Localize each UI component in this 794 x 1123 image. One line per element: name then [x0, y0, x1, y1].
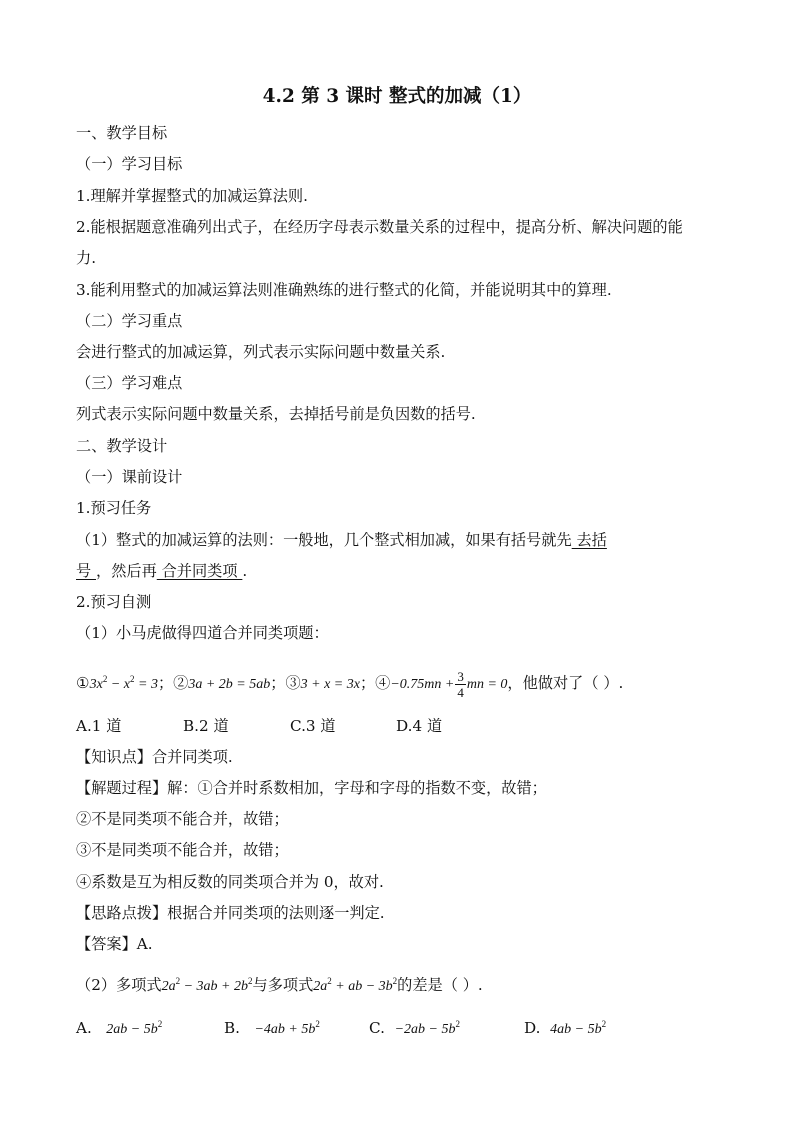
option-2a-expr: 2ab − 5b: [106, 1022, 158, 1037]
answer-blank-1-continued: 号: [76, 562, 97, 580]
option-2a-label: A.: [76, 1019, 92, 1037]
option-2a: [76, 1013, 162, 1041]
problem-1-stem: （1）小马虎做得四道合并同类项题：: [76, 624, 329, 642]
page-title: 4.2 第 3 课时 整式的加减（1）: [262, 86, 532, 107]
rule-question-end: .: [242, 562, 248, 580]
problem-1-expressions: [76, 668, 623, 700]
section-heading-goals: 一、教学目标: [76, 124, 168, 142]
key-point-text: 会进行整式的加减运算，列式表示实际问题中数量关系.: [76, 343, 446, 361]
option-a: A.1 道: [76, 717, 122, 735]
expr-2: 3a + 2b = 5ab: [188, 677, 271, 692]
option-2d-expr: 4ab − 5b: [550, 1022, 602, 1037]
poly-2-b-exp: 2: [392, 976, 398, 986]
preview-task-heading: 1.预习任务: [76, 499, 152, 517]
hint-line: [76, 902, 385, 924]
sep-2: ；③: [270, 674, 301, 692]
hint-label: 【思路点拨】: [76, 904, 168, 922]
subheading-key-points: （二）学习重点: [76, 312, 183, 330]
expr-1-exp2: 2: [130, 674, 135, 684]
problem-1-options: [76, 715, 716, 737]
expr-3: 3 + x = 3x: [300, 677, 360, 692]
subheading-difficulties: （三）学习难点: [76, 374, 183, 392]
subheading-learning-goals: （一）学习目标: [76, 155, 183, 173]
hint-text: 根据合并同类项的法则逐一判定.: [167, 904, 385, 922]
polynomial-2: [313, 976, 398, 994]
goal-1: 1.理解并掌握整式的加减运算法则.: [76, 187, 308, 205]
option-2c-label: C.: [369, 1019, 385, 1037]
sep-3: ；④: [359, 674, 391, 692]
fraction-three-quarters: [455, 669, 466, 700]
solution-text-1: 解：①合并时系数相加，字母和字母的指数不变，故错；: [167, 779, 547, 797]
problem-2-mid: 与多项式: [252, 976, 314, 994]
option-2c: [369, 1013, 460, 1041]
problem-2-pre: （2）多项式: [76, 976, 162, 994]
answer-line: [76, 933, 153, 955]
poly-1-b: − 3ab + 2b: [180, 979, 249, 994]
expr-4-a: −0.75mn +: [390, 677, 455, 692]
option-b: B.2 道: [183, 717, 229, 735]
option-2b: [224, 1013, 320, 1041]
solution-line-2: ②不是同类项不能合并，故错；: [76, 810, 289, 828]
expr-4-b: mn = 0: [466, 677, 508, 692]
poly-2-a: 2a: [313, 979, 328, 994]
expr-1: [89, 674, 158, 692]
section-heading-design: 二、教学设计: [76, 437, 168, 455]
option-2d-exp: 2: [601, 1019, 607, 1029]
self-test-heading: 2.预习自测: [76, 593, 152, 611]
knowledge-point: [76, 746, 233, 768]
expr-1-exp: 2: [102, 674, 108, 684]
knowledge-point-text: 合并同类项.: [151, 748, 233, 766]
goal-3: 3.能利用整式的加减运算法则准确熟练的进行整式的化简，并能说明其中的算理.: [76, 281, 612, 299]
rule-question-line-1: [76, 529, 607, 551]
answer-label: 【答案】: [76, 935, 137, 953]
fraction-numerator: 3: [457, 668, 464, 684]
solution-line-1: [76, 777, 547, 799]
subheading-preclass-design: （一）课前设计: [76, 468, 183, 486]
poly-2-a-exp: 2: [327, 976, 332, 986]
option-2c-expr: −2ab − 5b: [394, 1022, 456, 1037]
problem-1-tail: ，他做对了（ ）.: [507, 674, 624, 692]
polynomial-1: [161, 976, 253, 994]
problem-2-options: [76, 1013, 716, 1035]
circled-1: ①: [76, 674, 90, 692]
option-2a-exp: 2: [157, 1019, 163, 1029]
solution-label: 【解题过程】: [76, 779, 168, 797]
option-2b-exp: 2: [315, 1019, 320, 1029]
problem-2-tail: 的差是（ ）.: [397, 976, 483, 994]
difficulty-text: 列式表示实际问题中数量关系，去掉括号前是负因数的括号.: [76, 405, 476, 423]
option-2d: [524, 1013, 606, 1041]
option-2b-expr: −4ab + 5b: [254, 1022, 316, 1037]
goal-2: 2.能根据题意准确列出式子，在经历字母表示数量关系的过程中，提高分析、解决问题的能: [76, 218, 683, 236]
poly-2-b: + ab − 3b: [331, 979, 393, 994]
sep-1: ；②: [157, 674, 189, 692]
solution-line-3: ③不是同类项不能合并，故错；: [76, 841, 289, 859]
option-c: C.3 道: [290, 717, 336, 735]
poly-1-a: 2a: [161, 979, 176, 994]
rule-question-line-2: [76, 560, 247, 582]
option-2b-label: B.: [224, 1019, 240, 1037]
knowledge-point-label: 【知识点】: [76, 748, 152, 766]
option-2d-label: D.: [524, 1019, 541, 1037]
option-d: D.4 道: [396, 717, 443, 735]
answer-text: A.: [136, 935, 153, 953]
rule-question-mid: ，然后再: [96, 562, 157, 580]
fraction-denominator: 4: [457, 684, 464, 700]
expr-1-b: − x: [107, 677, 131, 692]
expr-1-c: = 3: [134, 677, 158, 692]
answer-blank-1: 去括: [571, 531, 607, 549]
poly-1-b-exp: 2: [248, 976, 253, 986]
poly-1-a-exp: 2: [175, 976, 181, 986]
goal-2-continued: 力.: [76, 249, 97, 267]
rule-question-text: （1）整式的加减运算的法则：一般地，几个整式相加减，如果有括号就先: [76, 531, 572, 549]
expr-1-a: 3x: [89, 677, 103, 692]
solution-line-4: ④系数是互为相反数的同类项合并为 0，故对.: [76, 873, 384, 891]
problem-2-stem: [76, 970, 483, 998]
answer-blank-2: 合并同类项: [156, 562, 243, 580]
option-2c-exp: 2: [455, 1019, 460, 1029]
